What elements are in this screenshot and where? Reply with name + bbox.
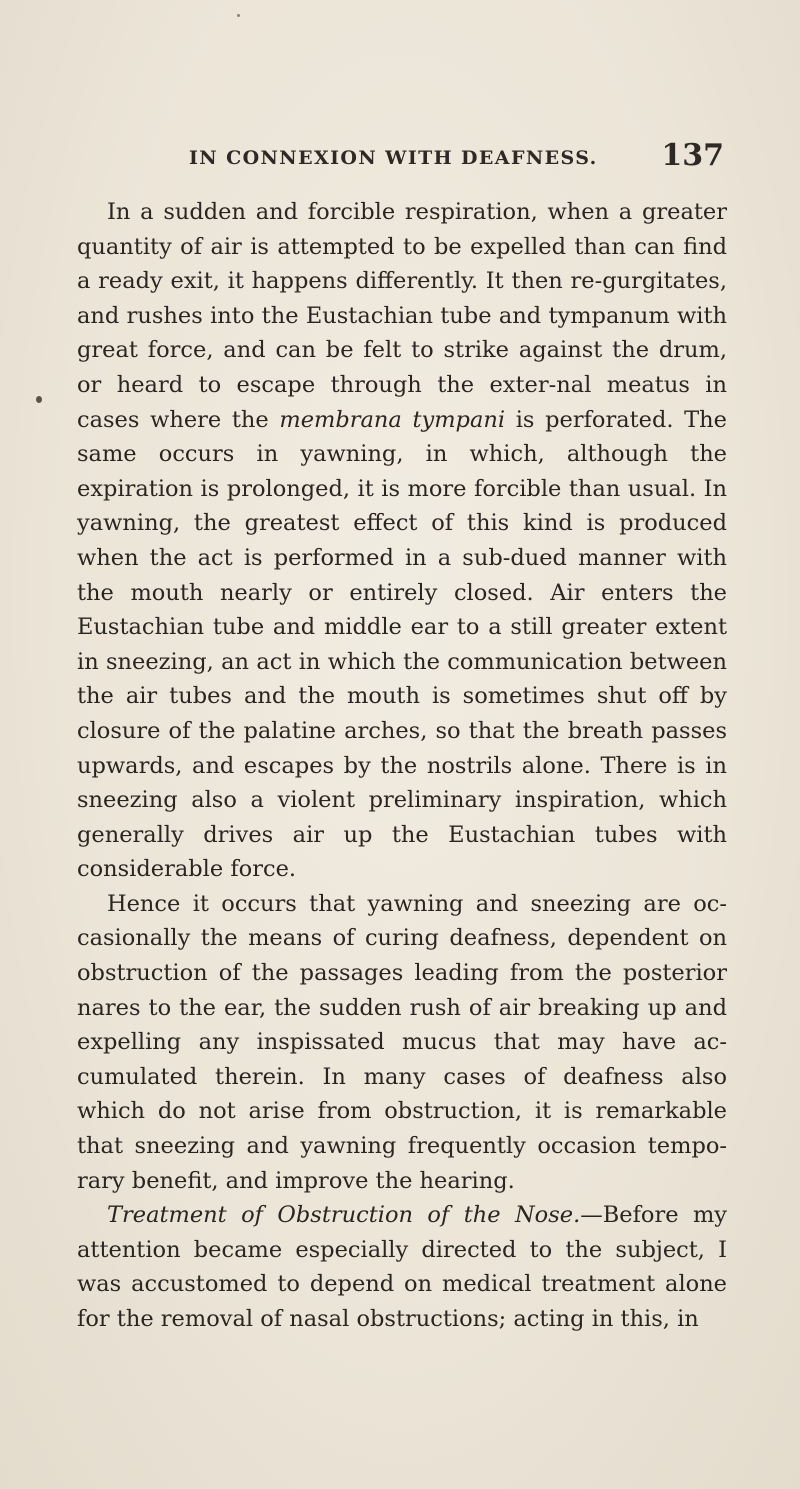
paragraph-3 (77, 1198, 727, 1336)
ink-speck (237, 14, 240, 17)
page-header (189, 133, 724, 173)
section-heading-treatment: Treatment of Obstruction of the Nose. (107, 1202, 581, 1229)
paragraph-1 (77, 195, 727, 887)
paragraph-3-text: —Before my attention became especially directed to the subject, I was accustomed to depend on medical treatment alone for the removal of nasal obstructions; acting in this, in (77, 1202, 727, 1332)
paragraph-1-text: In a sudden and forcible respiration, when a greater quantity of air is attempted to be expelled than can find a ready exit, it happens differently. It then re-gurgitates, and rushes into the Eustachian tube and tympanum with great force, and can be felt to strike against the drum, or heard to escape through the exter-nal meatus in cases where the (77, 199, 727, 433)
paragraph-1-text-after: is perforated. The same occurs in yawning, in which, although the expiration is prolonged, it is more forcible than usual. In yawning, the greatest effect of this kind is produced when the act is performed in a sub-dued manner with the mouth nearly or entirely closed. Air enters the Eustachian tube and middle ear to a still greater extent in sneezing, an act in which the communication between the air tubes and the mouth is sometimes shut off by closure of the palatine arches, so that the breath passes upwards, and escapes by the nostrils alone. There is in sneezing also a violent preliminary inspiration, which generally drives air up the Eustachian tubes with considerable force. (77, 406, 727, 883)
paragraph-1-italic: membrana tympani (279, 406, 506, 433)
running-head: IN CONNEXION WITH DEAFNESS. (189, 147, 598, 169)
paragraph-2 (77, 887, 727, 1198)
ink-speck (36, 396, 42, 403)
paragraph-2-text: Hence it occurs that yawning and sneezing are oc-casionally the means of curing deafness, dependent on obstruction of the passages leading from the posterior nares to the ear, the sudden rush of air breaking up and expelling any inspissated mucus that may have ac-cumulated therein. In many cases of deafness also which do not arise from obstruction, it is remarkable that sneezing and yawning frequently occasion tempo-rary benefit, and improve the hearing. (77, 890, 727, 1194)
page-number: 137 (661, 138, 724, 173)
body-text (77, 195, 727, 1337)
